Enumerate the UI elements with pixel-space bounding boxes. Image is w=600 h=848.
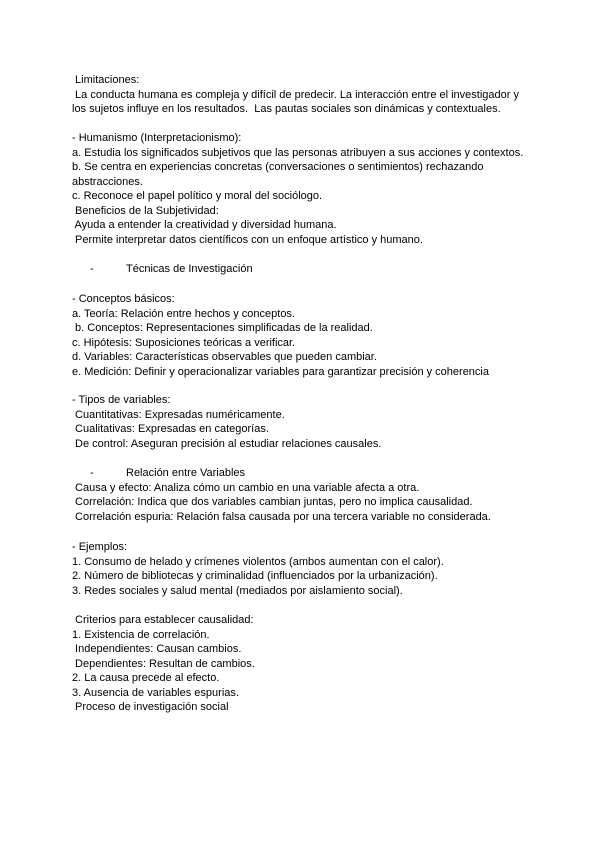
relacion-dash: -	[90, 467, 94, 479]
conceptos-line-b: b. Conceptos: Representaciones simplificadas de la realidad.	[72, 322, 373, 334]
criterios-line-2: Independientes: Causan cambios.	[72, 643, 242, 655]
criterios-line-6: Proceso de investigación social	[72, 701, 229, 713]
criterios-line-1: 1. Existencia de correlación.	[72, 628, 210, 641]
tipos-line-2: Cualitativas: Expresadas en categorías.	[72, 423, 269, 435]
conceptos-line-d: d. Variables: Características observables que pueden cambiar.	[72, 351, 377, 363]
tipos-title: - Tipos de variables:	[72, 394, 171, 406]
beneficios-title: Beneficios de la Subjetividad:	[72, 204, 219, 217]
conceptos-section	[72, 292, 532, 379]
conceptos-title: - Conceptos básicos:	[72, 293, 175, 305]
criterios-line-4: 2. La causa precede al efecto.	[72, 672, 220, 684]
ejemplos-line-1: 1. Consumo de helado y crímenes violentos (ambos aumentan con el calor).	[72, 555, 444, 568]
relacion-line-3: Correlación espuria: Relación falsa causada por una tercera variable no considerada.	[72, 510, 491, 523]
ejemplos-title: - Ejemplos:	[72, 541, 128, 553]
humanismo-line-b: b. Se centra en experiencias concretas (conversaciones o sentimientos) rechazando	[72, 161, 484, 173]
criterios-section	[72, 613, 532, 715]
ejemplos-line-2: 2. Número de bibliotecas y criminalidad (influenciados por la urbanización).	[72, 570, 438, 582]
humanismo-section	[72, 131, 532, 247]
limitaciones-section	[72, 73, 532, 117]
limitaciones-line-1: La conducta humana es compleja y difícil de predecir. La interacción entre el investigador y	[72, 88, 519, 101]
criterios-title: Criterios para establecer causalidad:	[72, 614, 254, 626]
ejemplos-line-3: 3. Redes sociales y salud mental (mediados por aislamiento social).	[72, 584, 403, 597]
tecnicas-heading	[72, 262, 532, 277]
relacion-line-1: Causa y efecto: Analiza cómo un cambio en una variable afecta a otra.	[72, 481, 420, 494]
tecnicas-dash: -	[90, 263, 94, 275]
limitaciones-title: Limitaciones:	[72, 74, 140, 86]
humanismo-line-b-cont: abstracciones.	[72, 175, 143, 188]
criterios-line-5: 3. Ausencia de variables espurias.	[72, 686, 239, 699]
tecnicas-title: Técnicas de Investigación	[126, 263, 253, 275]
beneficios-line-1: Ayuda a entender la creatividad y diversidad humana.	[72, 219, 337, 231]
humanismo-line-a: a. Estudia los significados subjetivos que las personas atribuyen a sus acciones y contextos.	[72, 146, 524, 159]
ejemplos-section	[72, 540, 532, 598]
criterios-line-3: Dependientes: Resultan de cambios.	[72, 657, 255, 670]
relacion-line-2: Correlación: Indica que dos variables cambian juntas, pero no implica causalidad.	[72, 496, 473, 508]
conceptos-line-a: a. Teoría: Relación entre hechos y conceptos.	[72, 307, 295, 320]
limitaciones-line-2: los sujetos influye en los resultados. Las pautas sociales son dinámicas y contextuales.	[72, 103, 501, 115]
conceptos-line-e: e. Medición: Definir y operacionalizar variables para garantizar precisión y coherencia	[72, 365, 489, 378]
tipos-section	[72, 393, 532, 451]
humanismo-line-c: c. Reconoce el papel político y moral del sociólogo.	[72, 190, 323, 202]
tipos-line-3: De control: Aseguran precisión al estudiar relaciones causales.	[72, 437, 382, 450]
conceptos-line-c: c. Hipótesis: Suposiciones teóricas a verificar.	[72, 336, 296, 349]
relacion-section	[72, 466, 532, 524]
beneficios-line-2: Permite interpretar datos científicos con un enfoque artístico y humano.	[72, 233, 423, 246]
relacion-title: Relación entre Variables	[126, 467, 246, 479]
humanismo-title: - Humanismo (Interpretacionismo):	[72, 132, 242, 144]
tipos-line-1: Cuantitativas: Expresadas numéricamente.	[72, 408, 285, 421]
